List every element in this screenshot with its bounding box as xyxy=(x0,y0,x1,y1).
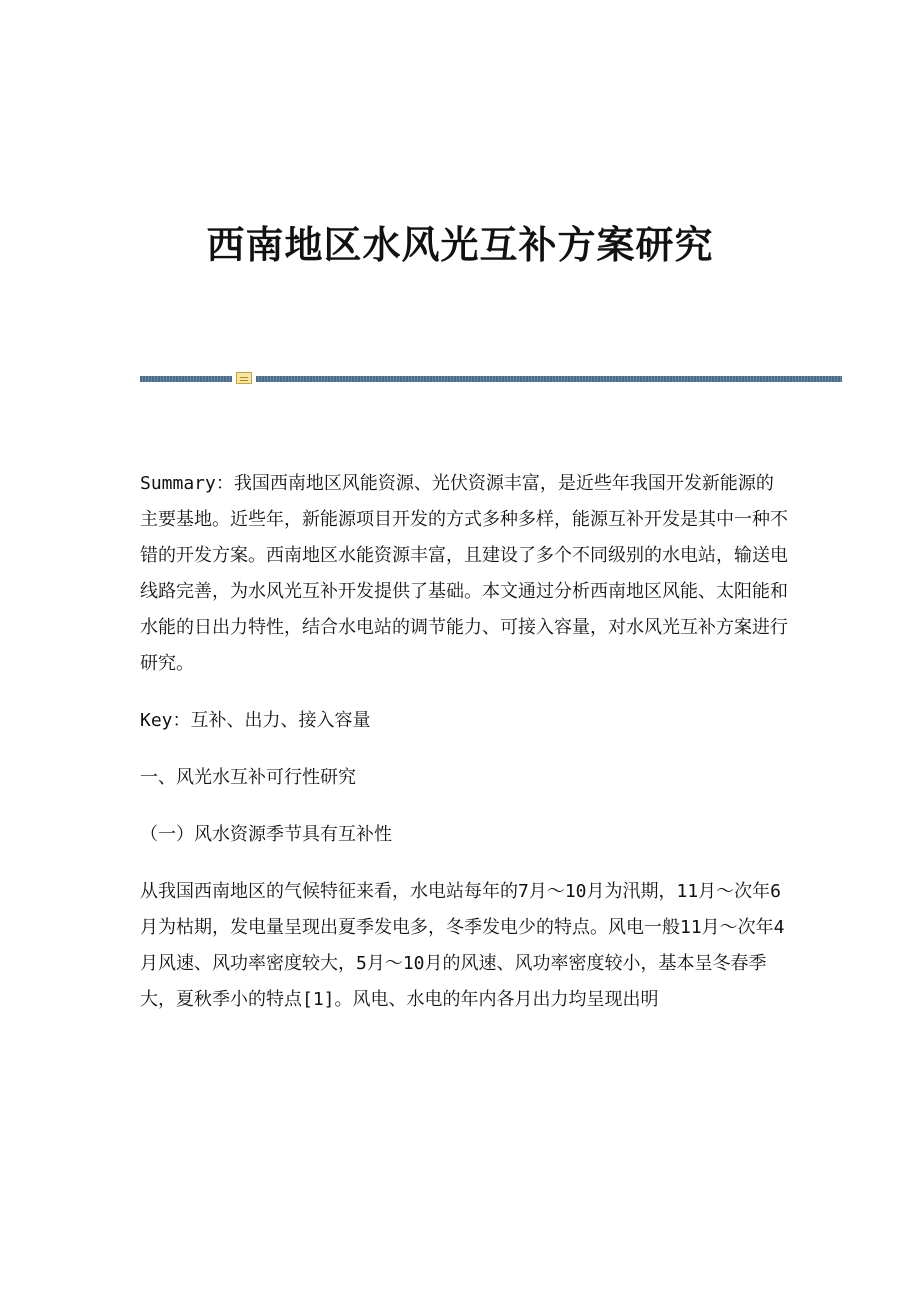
divider-bar-right xyxy=(256,376,842,382)
page-title: 西南地区水风光互补方案研究 xyxy=(206,222,714,267)
document-body xyxy=(140,466,790,1039)
summary-paragraph: Summary：我国西南地区风能资源、光伏资源丰富，是近些年我国开发新能源的主要基地。近些年，新能源项目开发的方式多种多样，能源互补开发是其中一种不错的开发方案。西南地区水能资源丰富，且建设了多个不同级别的水电站，输送电线路完善，为水风光互补开发提供了基础。本文通过分析西南地区风能、太阳能和水能的日出力特性，结合水电站的调节能力、可接入容量，对水风光互补方案进行研究。 xyxy=(140,473,788,674)
divider-ornament-icon xyxy=(236,372,252,384)
title-divider xyxy=(140,372,842,386)
divider-bar-left xyxy=(140,376,232,382)
section-heading: 一、风光水互补可行性研究 xyxy=(140,767,356,788)
body-paragraph: 从我国西南地区的气候特征来看，水电站每年的7月～10月为汛期，11月～次年6月为枯期，发电量呈现出夏季发电多，冬季发电少的特点。风电一般11月～次年4月风速、风功率密度较大，5月～10月的风速、风功率密度较小，基本呈冬春季大，夏秋季小的特点[1]。风电、水电的年内各月出力均呈现出明 xyxy=(140,881,785,1010)
subsection-heading: （一）风水资源季节具有互补性 xyxy=(140,824,392,845)
keywords-line: Key：互补、出力、接入容量 xyxy=(140,710,371,731)
